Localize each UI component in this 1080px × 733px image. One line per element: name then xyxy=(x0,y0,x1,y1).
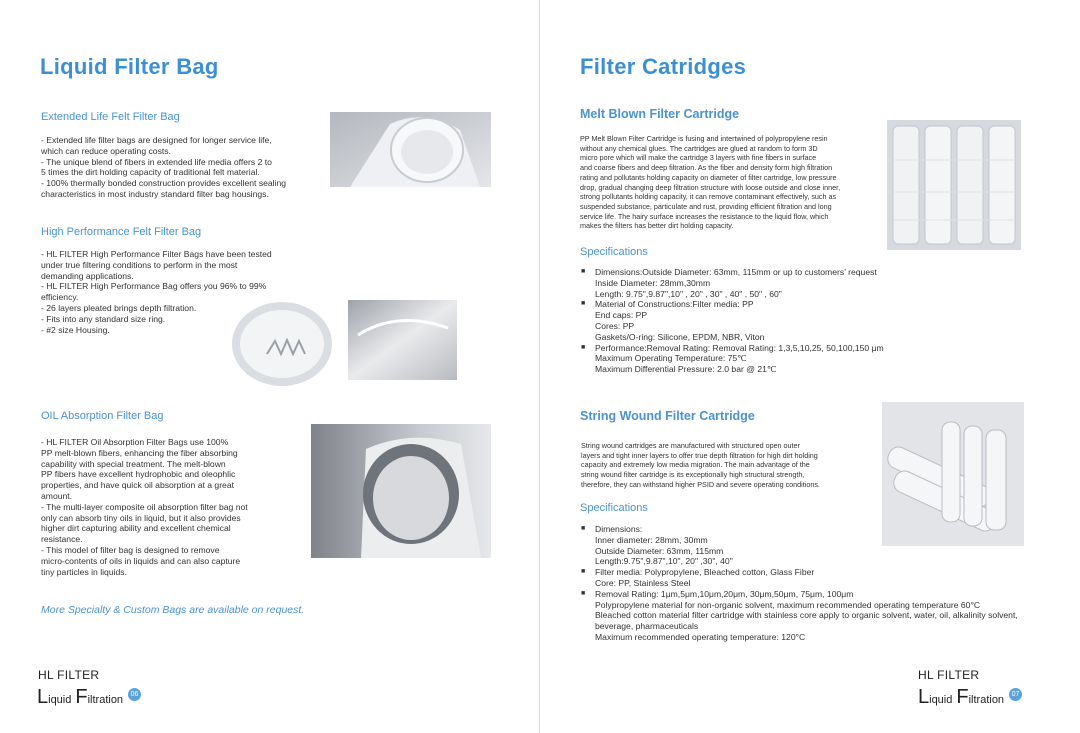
string-wound-description: String wound cartridges are manufactured with structured open outer layers and tight inner layers to offer true depth filtration for high dirt holding capacity and extremely low media migration. The main advantage of the string wound filter cartridge is its exceptionally high structural strength, therefore, they can withstand higher PSID and severe operating conditions. xyxy=(581,441,820,489)
extended-life-bag-photo xyxy=(330,112,491,187)
melt-blown-heading: Melt Blown Filter Cartridge xyxy=(580,107,740,121)
page-number-badge: 06 xyxy=(128,688,141,701)
page-title: Filter Catridges xyxy=(580,54,747,79)
oil-absorption-text: - HL FILTER Oil Absorption Filter Bags use 100% PP melt-blown fibers, enhancing the fiber absorbing capability with special treatment. The melt-blown PP fibers have excellent hydrophobic and oleophlic properties, and have quick oil absorption at a great amount. - The multi-layer composite oil absorption filter bag not only can absorb tiny oils in liquid, but it also provides higher dirt capturing ability and excellent chemical resistance. - This model of filter bag is designed to remove micro-contents of oils in liquids and can also capture tiny particles in liquids. xyxy=(41,437,248,577)
footer-tagline: L iquid F iltration xyxy=(918,686,1005,708)
melt-blown-description: PP Melt Blown Filter Cartridge is fusing and intertwined of polypropylene resin without any chemical glues. The cartridges are glued at random to form 3D micro pore which will make the cartridge 3 layers with fine fibers in surface and coarse fibers and deep filtration. As the fiber and density form high filtration rating and pollutants holding capacity on diameter of filter cartridge, low pressure drop, gradual changing deep filtration structure with loose outside and close inner, strong pollutants holding capacity, it can remove contaminant effectively, such as suspended substance, particulate and rust, providing efficient filtration and long service life. The hairy surface increases the resistance to the liquid flow, which makes the filters has better dirt holding capacity. xyxy=(580,134,841,231)
footer-tagline: L iquid F iltration xyxy=(37,686,124,708)
melt-blown-specs: ■ Dimensions:Outside Diameter: 63mm, 115mm or up to customers’ request Inside Diameter: 28mm,30mm Length: 9.75",9.87",10" , 20" , 30" , 40" , 50" , 60" ■ Material of Constructions:Filter media: PP End caps: PP Cores: PP Gaskets/O-ring: Silicone, EPDM, NBR, Viton ■ Performance:Removal Rating: Removal Rating: 1,3,5,10,25, 50,100,150 μm Maximum Operating Temperature: 75℃ Maximum Differential Pressure: 2.0 bar @ 21℃ xyxy=(581,267,884,375)
string-wound-specs: ■ Dimensions: Inner diameter: 28mm, 30mm Outside Diameter: 63mm, 115mm Length:9.75",9.87",10", 20" ,30", 40" ■ Filter media: Polypropylene, Bleached cotton, Glass Fiber Core: PP, Stainless Steel ■ Removal Rating: 1μm,5μm,10μm,20μm, 30μm,50μm, 75μm, 100μm Polypropylene material for non-organic solvent, maximum recommended operating temperature 60°C Bleached cotton material filter cartridge with stainless core apply to organic solvent, water, oil, alkalinity solvent, beverage, pharmaceuticals Maximum recommended operating temperature: 120°C xyxy=(581,524,1018,642)
high-performance-bag-photo xyxy=(348,300,457,380)
string-wound-spec-heading: Specifications xyxy=(580,502,648,514)
footer-brand: HL FILTER xyxy=(38,668,100,682)
section-heading-oil-absorption: OIL Absorption Filter Bag xyxy=(41,410,164,422)
high-performance-text: - HL FILTER High Performance Filter Bags have been tested under true filtering conditions to perform in the most demanding applications. - HL FILTER High Performance Bag offers you 96% to 99% efficiency. - 26 layers pleated brings depth filtration. - Fits into any standard size ring. - #2 size Housing. xyxy=(41,249,272,335)
pleated-bag-photo xyxy=(229,299,335,389)
footer-brand: HL FILTER xyxy=(918,668,980,682)
string-wound-heading: String Wound Filter Cartridge xyxy=(580,409,755,423)
melt-blown-cartridge-photo xyxy=(887,120,1021,250)
page-title: Liquid Filter Bag xyxy=(40,54,219,79)
section-heading-extended-life: Extended Life Felt Filter Bag xyxy=(41,111,180,123)
section-heading-high-performance: High Performance Felt Filter Bag xyxy=(41,226,202,238)
custom-bags-note: More Specialty & Custom Bags are available on request. xyxy=(41,604,305,616)
right-page xyxy=(541,0,1080,733)
oil-absorption-bag-photo xyxy=(311,424,491,558)
page-number-badge: 07 xyxy=(1009,688,1022,701)
extended-life-text: - Extended life filter bags are designed for longer service life, which can reduce operating costs. - The unique blend of fibers in extended life media offers 2 to 5 times the dirt holding capacity of traditional felt material. - 100% thermally bonded construction provides excellent sealing characteristics in most industry standard filter bag housings. xyxy=(41,135,287,199)
melt-blown-spec-heading: Specifications xyxy=(580,246,648,258)
